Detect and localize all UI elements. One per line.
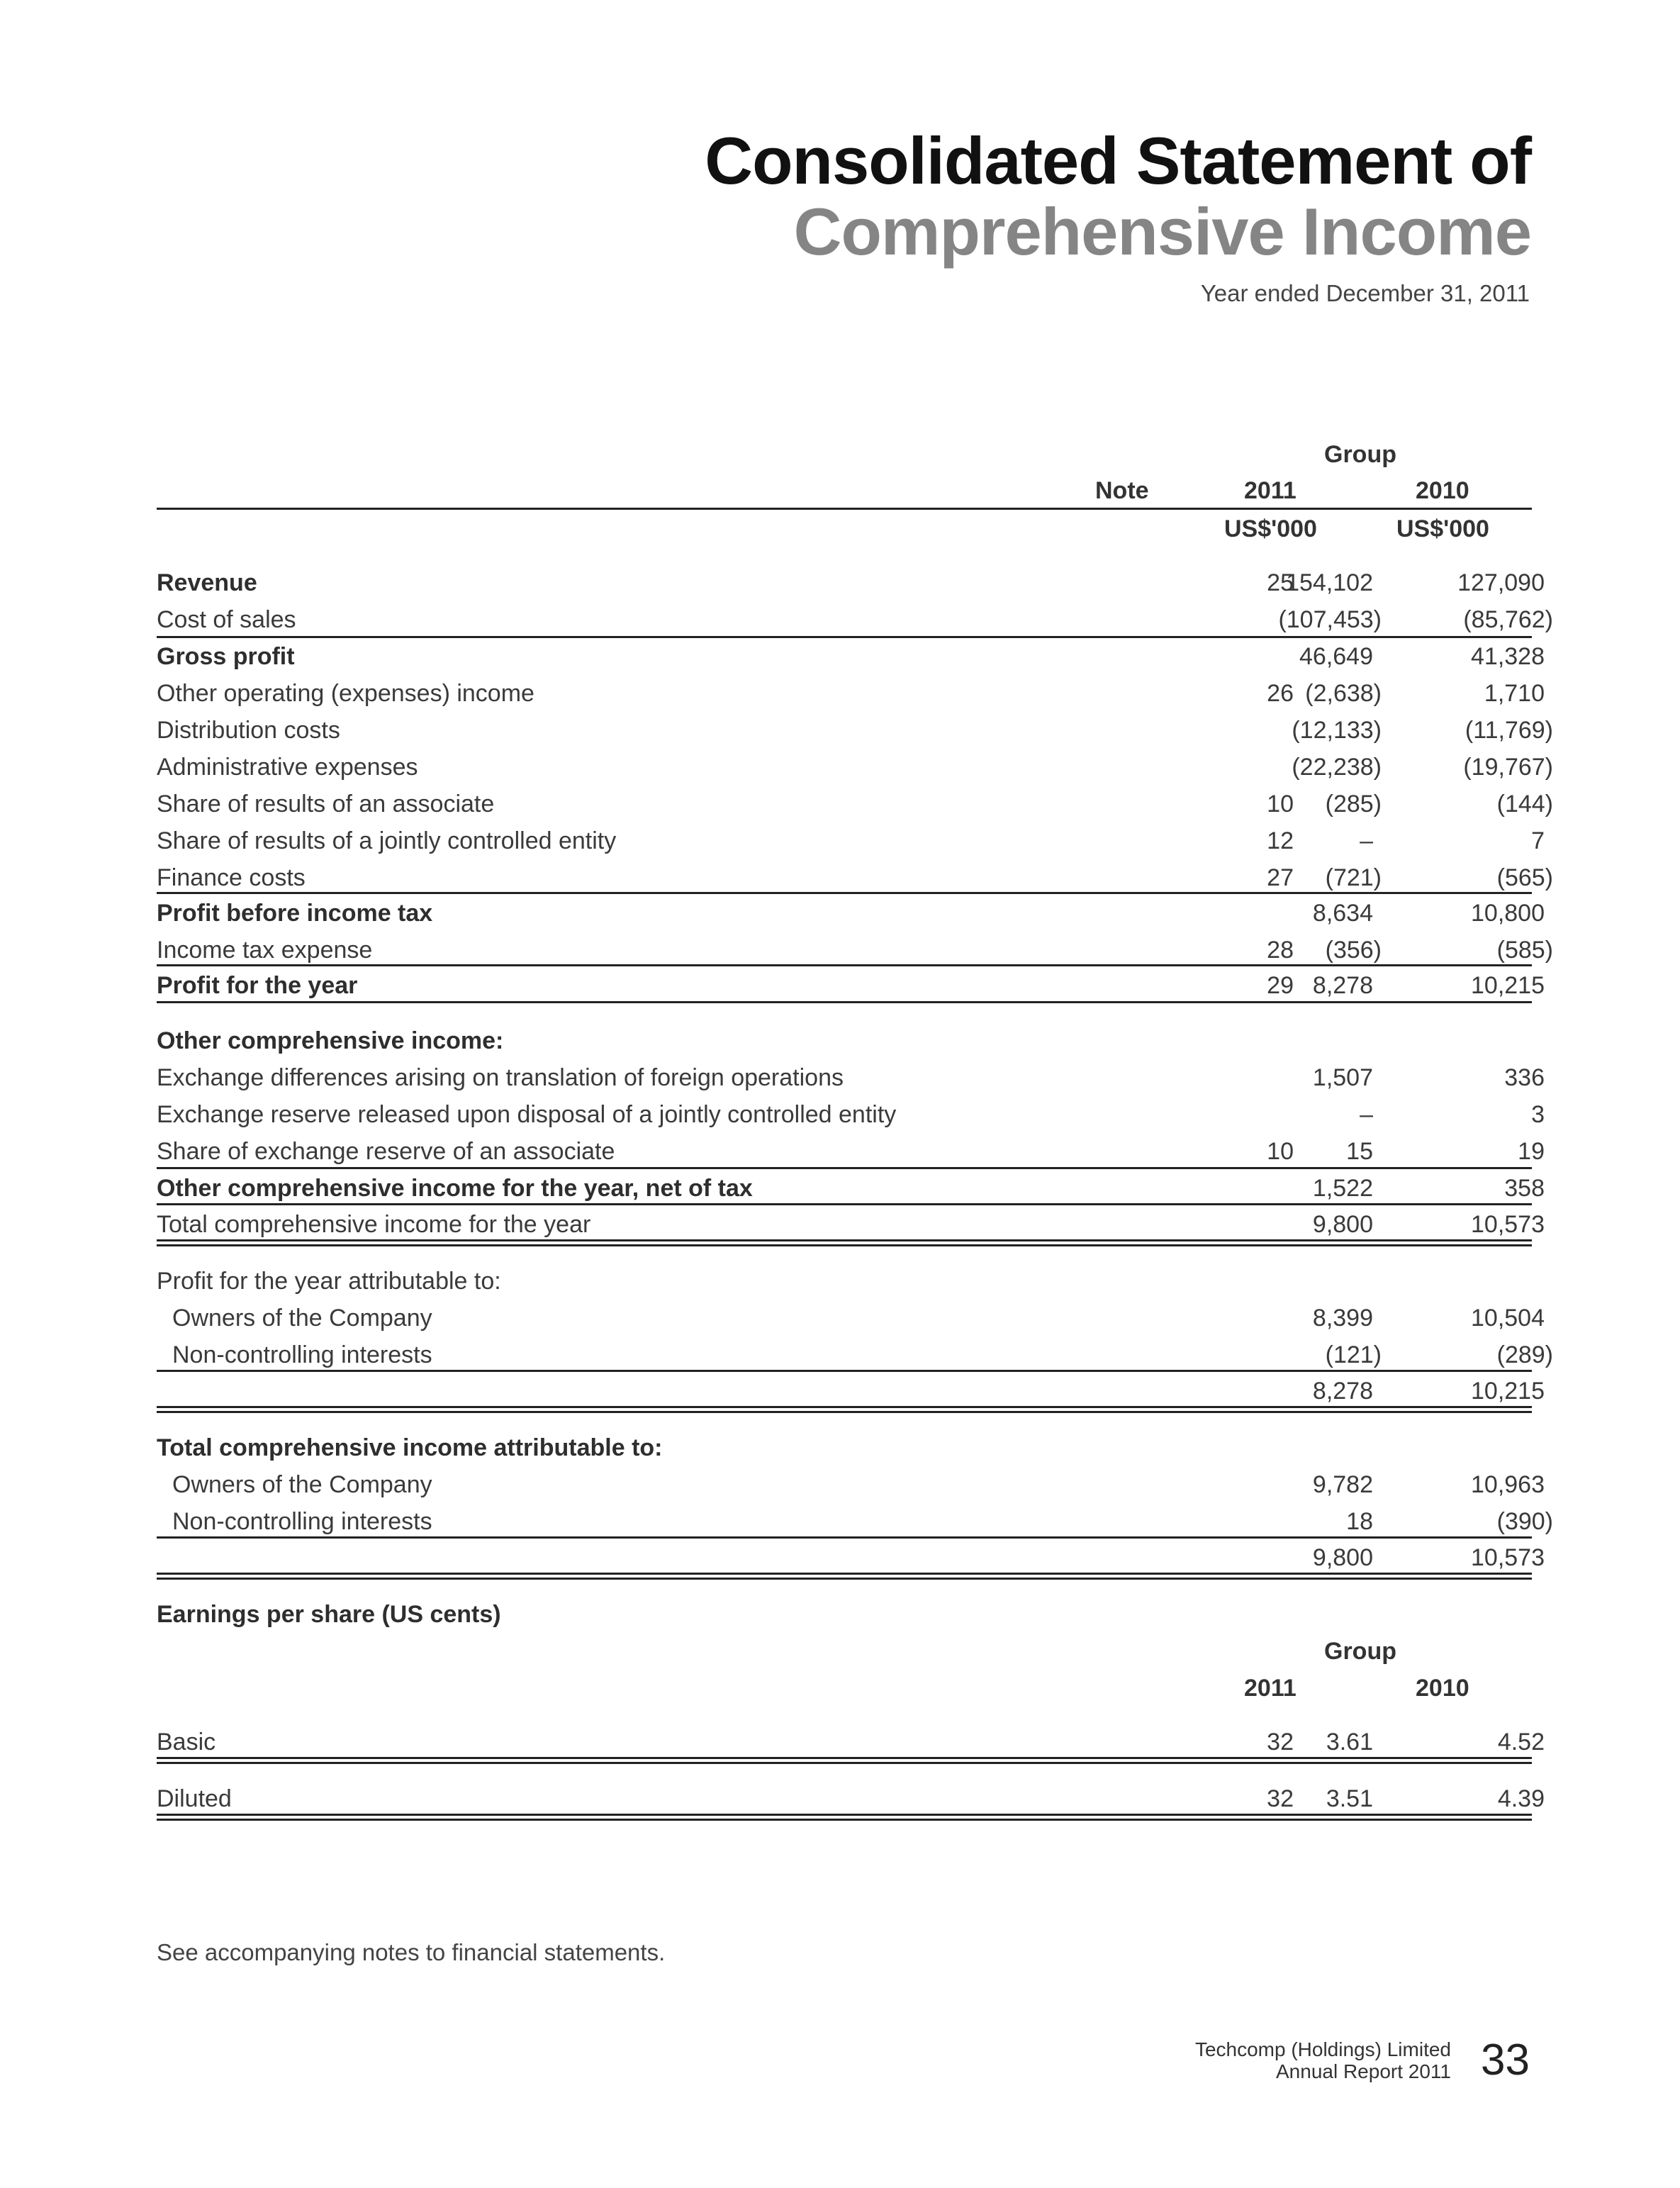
year-2010-header: 2010 xyxy=(1416,477,1469,504)
table-row-exchange-reserve-released xyxy=(157,1101,1545,1138)
row-value-2010: 1,710 xyxy=(1484,680,1545,707)
row-label: Exchange differences arising on translation of foreign operations xyxy=(157,1064,844,1091)
row-value-2010: 10,573 xyxy=(1471,1544,1545,1571)
row-value-2010: 4.39 xyxy=(1497,1785,1545,1812)
row-note: 32 xyxy=(1267,1729,1294,1756)
row-value-2011: (356) xyxy=(1325,937,1382,964)
row-label: Finance costs xyxy=(157,864,306,891)
row-value-2011: (2,638) xyxy=(1305,680,1382,707)
table-row-non-controlling xyxy=(157,1341,1553,1378)
table-row-distribution-costs xyxy=(157,717,1553,754)
divider xyxy=(157,636,1532,638)
divider xyxy=(157,1370,1532,1372)
row-value-2010: (144) xyxy=(1496,791,1553,817)
row-label: Share of exchange reserve of an associate xyxy=(157,1138,615,1165)
page-subtitle: Year ended December 31, 2011 xyxy=(1200,280,1530,306)
table-row-owners xyxy=(157,1305,1545,1341)
row-label: Non-controlling interests xyxy=(172,1341,432,1368)
section-tci-attributable xyxy=(157,1434,1532,1471)
table-row-share-jce xyxy=(157,827,1545,864)
row-value-2011: (107,453) xyxy=(1278,606,1382,633)
row-label: Cost of sales xyxy=(157,606,296,633)
unit-2010: US$'000 xyxy=(1396,515,1489,542)
row-value-2011: 1,522 xyxy=(1312,1175,1373,1202)
row-value-2010: 7 xyxy=(1531,827,1545,854)
row-value-2010: 3 xyxy=(1531,1101,1545,1128)
row-note: 12 xyxy=(1267,827,1294,854)
row-label: Other operating (expenses) income xyxy=(157,680,534,707)
row-value-2011: 9,800 xyxy=(1312,1211,1373,1238)
divider xyxy=(157,1536,1532,1539)
row-label: Administrative expenses xyxy=(157,754,418,781)
divider xyxy=(157,964,1532,966)
row-value-2010: (565) xyxy=(1496,864,1553,891)
row-value-2010: (390) xyxy=(1496,1508,1553,1535)
row-label: Profit before income tax xyxy=(157,900,433,927)
row-value-2010: (11,769) xyxy=(1465,717,1553,744)
row-label: Revenue xyxy=(157,569,257,596)
section-heading: Other comprehensive income: xyxy=(157,1027,504,1054)
row-note: 26 xyxy=(1267,680,1294,707)
row-value-2011: 9,800 xyxy=(1312,1544,1373,1571)
row-value-2011: 15 xyxy=(1346,1138,1373,1165)
row-label: Share of results of a jointly controlled entity xyxy=(157,827,617,854)
unit-2011: US$'000 xyxy=(1224,515,1317,542)
row-value-2011: 8,399 xyxy=(1312,1305,1373,1332)
header-rule xyxy=(157,508,1532,510)
double-divider xyxy=(157,1406,1532,1413)
table-row-non-controlling xyxy=(157,1508,1553,1545)
row-value-2011: 8,278 xyxy=(1312,1378,1373,1405)
row-label: Distribution costs xyxy=(157,717,340,744)
row-value-2011: 8,278 xyxy=(1312,972,1373,999)
row-label: Exchange reserve released upon disposal of a jointly controlled entity xyxy=(157,1101,897,1128)
footer-report: Annual Report 2011 xyxy=(1276,2060,1451,2083)
row-note: 10 xyxy=(1267,791,1294,817)
row-label: Income tax expense xyxy=(157,937,373,964)
row-value-2010: (585) xyxy=(1496,937,1553,964)
table-row-profit-before-tax xyxy=(157,900,1545,937)
row-value-2011: (721) xyxy=(1325,864,1382,891)
divider xyxy=(157,892,1532,894)
table-row-owners xyxy=(157,1471,1545,1508)
divider xyxy=(157,1001,1532,1003)
section-heading: Profit for the year attributable to: xyxy=(157,1268,501,1295)
row-label: Owners of the Company xyxy=(172,1471,432,1498)
row-note: 29 xyxy=(1267,972,1294,999)
row-value-2010: (85,762) xyxy=(1463,606,1553,633)
table-row-oci-net-of-tax xyxy=(157,1175,1545,1212)
table-row-exchange-differences xyxy=(157,1064,1545,1101)
row-note: 27 xyxy=(1267,864,1294,891)
section-profit-attributable xyxy=(157,1268,1532,1305)
row-value-2010: (289) xyxy=(1496,1341,1553,1368)
footer-company-block xyxy=(1195,2038,1451,2083)
table-row-share-exchange-reserve xyxy=(157,1138,1545,1175)
row-note: 10 xyxy=(1267,1138,1294,1165)
section-other-comprehensive-income xyxy=(157,1027,1532,1064)
table-row-finance-costs xyxy=(157,864,1553,901)
row-value-2010: 4.52 xyxy=(1497,1729,1545,1756)
double-divider xyxy=(157,1757,1532,1764)
row-value-2011: 3.61 xyxy=(1326,1729,1373,1756)
row-note: 32 xyxy=(1267,1785,1294,1812)
row-value-2010: 10,963 xyxy=(1471,1471,1545,1498)
row-note: 25 xyxy=(1267,569,1294,596)
table-row-other-operating xyxy=(157,680,1545,717)
page-number: 33 xyxy=(1481,2036,1530,2084)
row-value-2011: – xyxy=(1360,827,1373,854)
table-row-revenue xyxy=(157,569,1545,606)
eps-title: Earnings per share (US cents) xyxy=(157,1601,501,1628)
footer-company: Techcomp (Holdings) Limited xyxy=(1194,2038,1451,2060)
page-title-line2: Comprehensive Income xyxy=(793,194,1531,269)
row-label: Non-controlling interests xyxy=(172,1508,432,1535)
row-value-2010: 19 xyxy=(1518,1138,1545,1165)
row-value-2011: 8,634 xyxy=(1312,900,1373,927)
section-heading: Total comprehensive income attributable to: xyxy=(157,1434,663,1461)
page-title-line1: Consolidated Statement of xyxy=(705,123,1531,198)
row-value-2011: 1,507 xyxy=(1312,1064,1373,1091)
row-value-2010: 10,800 xyxy=(1471,900,1545,927)
divider xyxy=(157,1167,1532,1169)
row-value-2010: 10,215 xyxy=(1471,1378,1545,1405)
row-value-2010: 41,328 xyxy=(1471,643,1545,670)
double-divider xyxy=(157,1573,1532,1580)
table-row-gross-profit xyxy=(157,643,1545,680)
row-note: 28 xyxy=(1267,937,1294,964)
row-value-2011: 3.51 xyxy=(1326,1785,1373,1812)
row-label: Gross profit xyxy=(157,643,295,670)
row-value-2010: 10,573 xyxy=(1471,1211,1545,1238)
row-label: Share of results of an associate xyxy=(157,791,495,817)
row-label: Other comprehensive income for the year, net of tax xyxy=(157,1175,753,1202)
row-label: Owners of the Company xyxy=(172,1305,432,1332)
row-label: Diluted xyxy=(157,1785,232,1812)
row-value-2011: (285) xyxy=(1325,791,1382,817)
table-row-administrative-expenses xyxy=(157,754,1553,791)
double-divider xyxy=(157,1814,1532,1821)
row-value-2011: (22,238) xyxy=(1292,754,1382,781)
table-row-income-tax xyxy=(157,937,1553,973)
row-value-2010: (19,767) xyxy=(1463,754,1553,781)
row-value-2010: 336 xyxy=(1504,1064,1545,1091)
row-value-2010: 10,504 xyxy=(1471,1305,1545,1332)
year-2011-header: 2011 xyxy=(1244,477,1297,504)
note-header: Note xyxy=(1095,477,1149,504)
row-value-2011: 46,649 xyxy=(1299,643,1373,670)
row-value-2011: 9,782 xyxy=(1312,1471,1373,1498)
eps-year-2011-header: 2011 xyxy=(1244,1675,1297,1702)
row-value-2011: 18 xyxy=(1346,1508,1373,1535)
row-value-2011: (121) xyxy=(1325,1341,1382,1368)
row-value-2010: 127,090 xyxy=(1457,569,1545,596)
divider xyxy=(157,1203,1532,1205)
double-divider xyxy=(157,1239,1532,1246)
row-value-2010: 10,215 xyxy=(1471,972,1545,999)
row-value-2011: (12,133) xyxy=(1292,717,1382,744)
row-label: Profit for the year xyxy=(157,972,358,999)
eps-title-row xyxy=(157,1601,1532,1638)
row-label: Basic xyxy=(157,1729,216,1756)
footnote: See accompanying notes to financial statements. xyxy=(157,1939,666,1965)
eps-group-header: Group xyxy=(1324,1638,1396,1665)
group-header: Group xyxy=(1324,441,1396,468)
table-row-share-associate xyxy=(157,791,1553,827)
row-value-2010: 358 xyxy=(1504,1175,1545,1202)
table-row-profit-for-year xyxy=(157,972,1545,1009)
row-value-2011: 154,102 xyxy=(1286,569,1373,596)
eps-year-2010-header: 2010 xyxy=(1416,1675,1469,1702)
row-label: Total comprehensive income for the year xyxy=(157,1211,591,1238)
row-value-2011: – xyxy=(1360,1101,1373,1128)
